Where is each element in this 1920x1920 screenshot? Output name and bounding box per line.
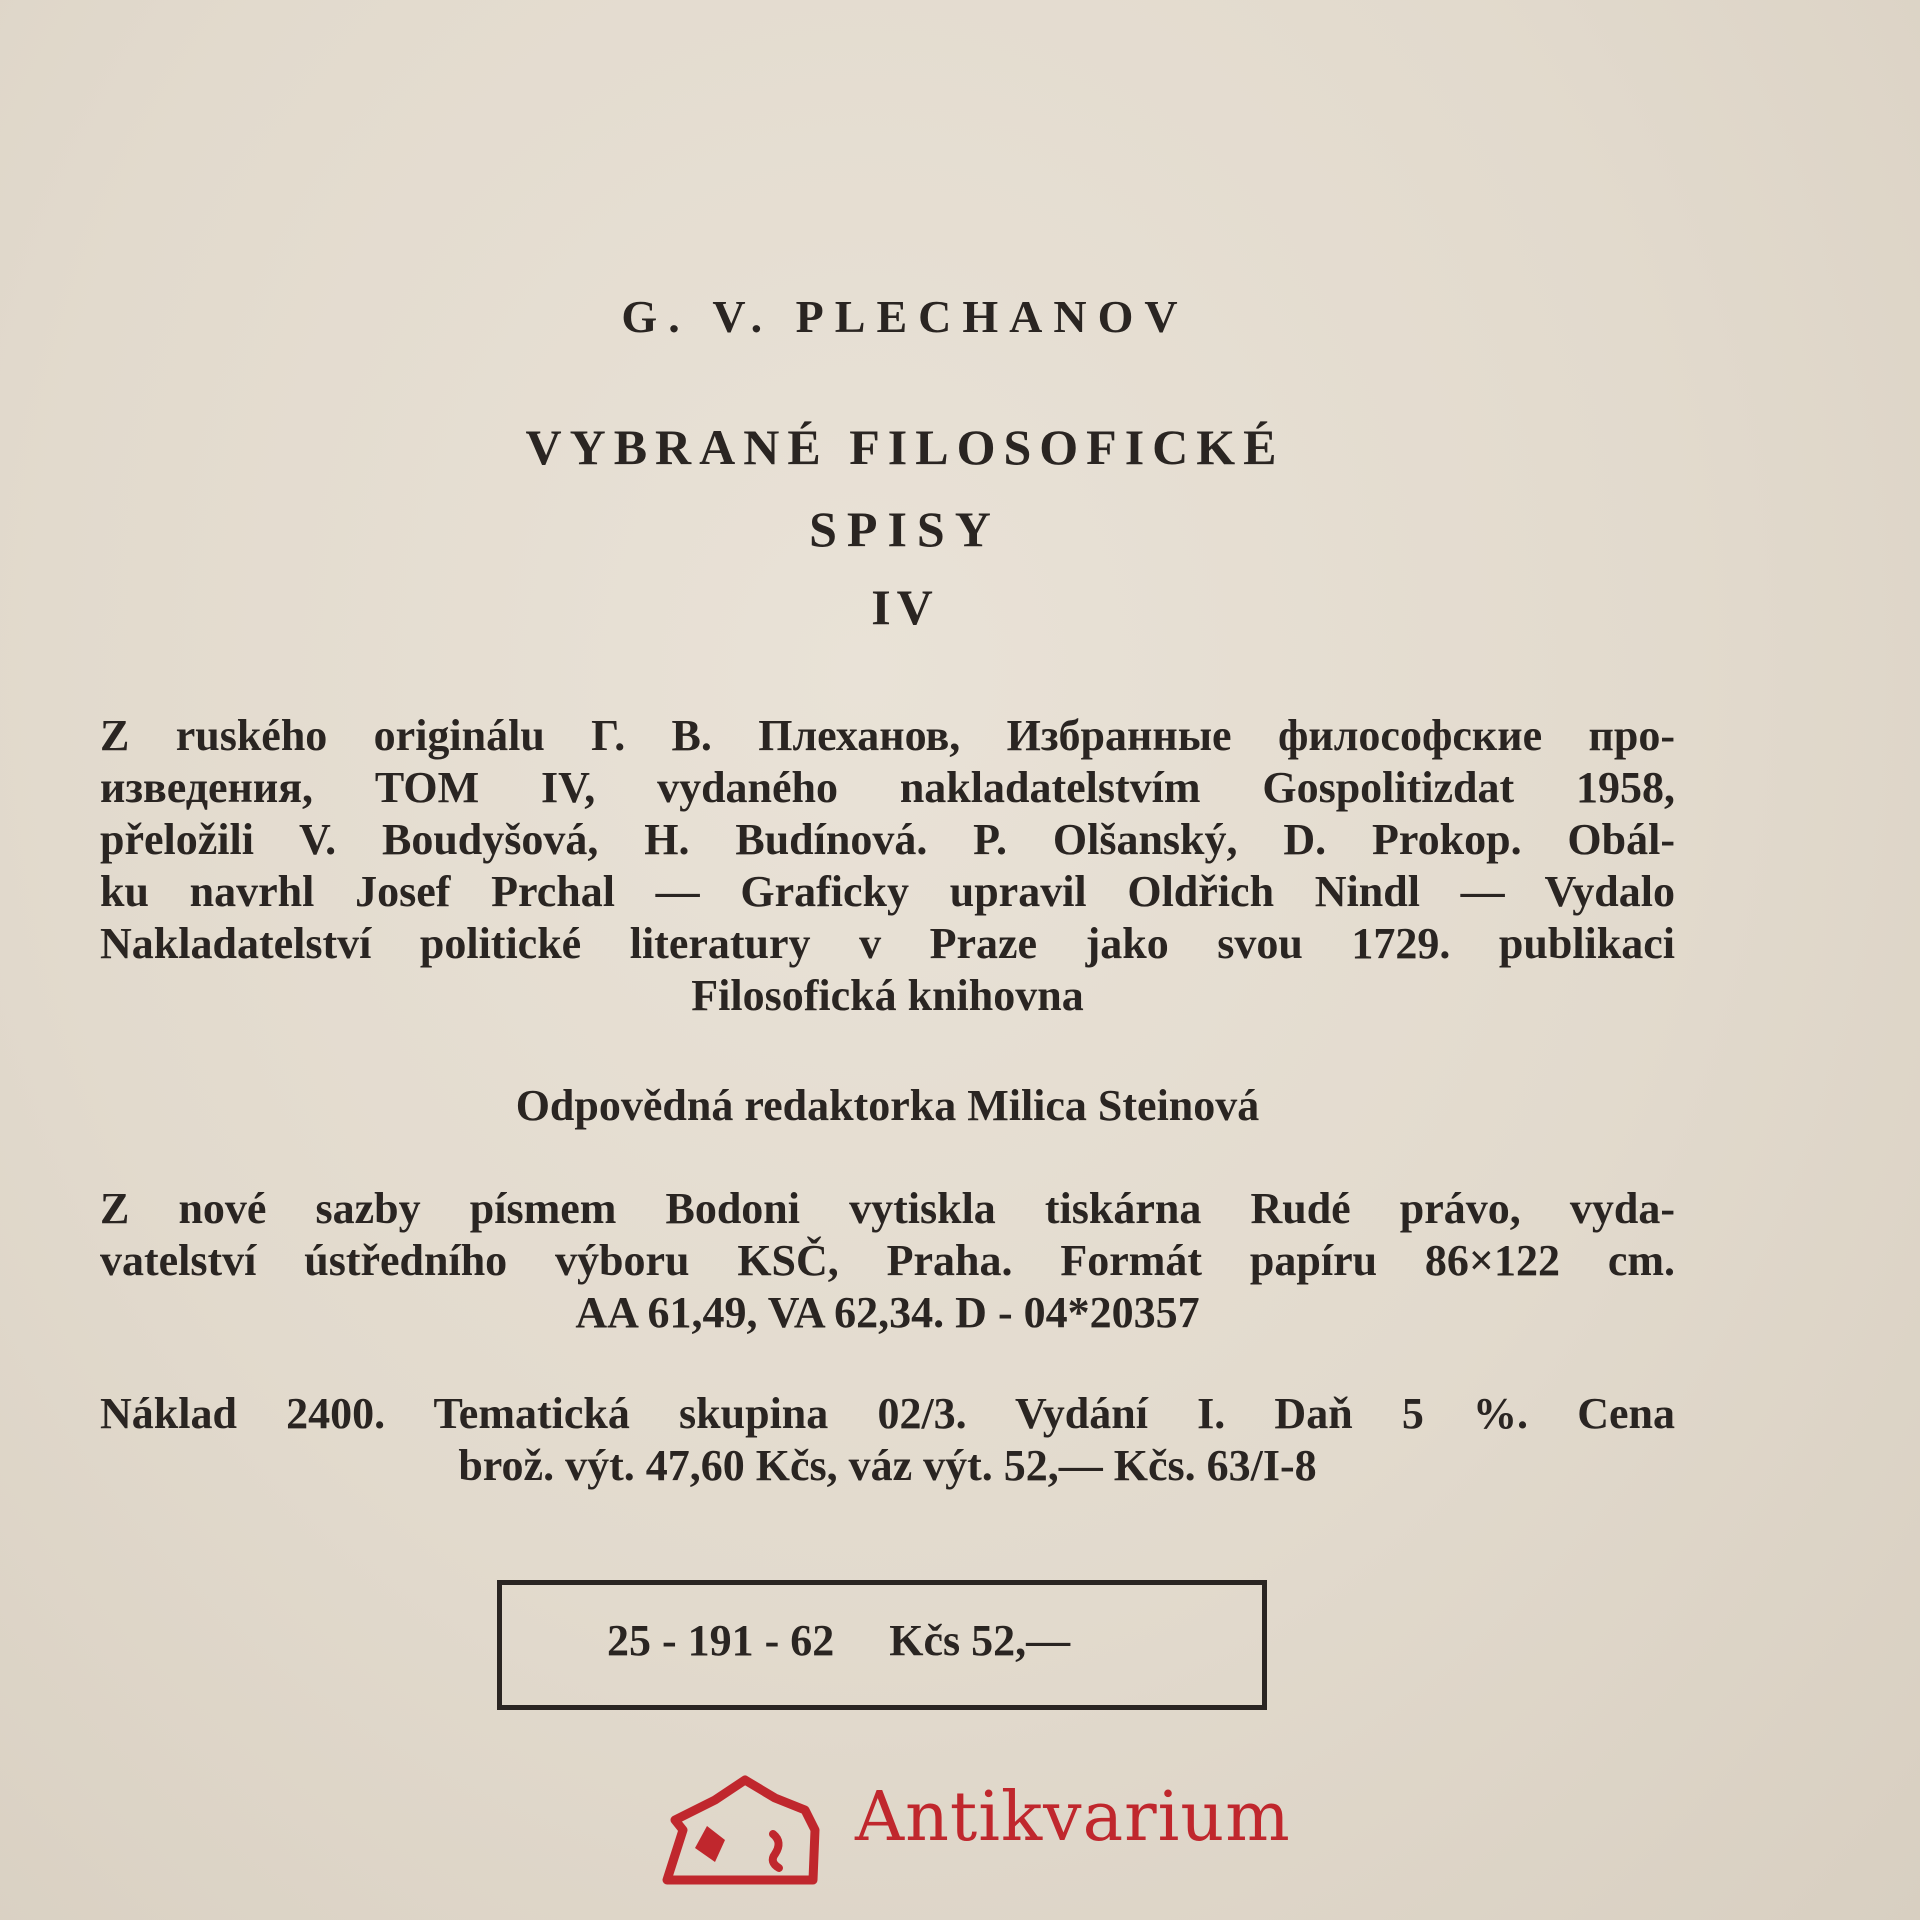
text-line: изведения, TOM IV, vydaného nakladatelstvím Gospolitizdat 1958, [100, 763, 1675, 812]
printing-paragraph [100, 1183, 1675, 1339]
volume-number: IV [871, 579, 939, 635]
edition-paragraph [100, 1388, 1675, 1492]
antikvarium-watermark [655, 1770, 1291, 1890]
price-text: 25 - 191 - 62 Kčs 52,— [607, 1616, 1071, 1665]
text-line: ku navrhl Josef Prchal — Graficky upravil Oldřich Nindl — Vydalo [100, 867, 1675, 916]
text-line: Z ruského originálu Г. В. Плеханов, Избранные философские про- [100, 711, 1675, 760]
watermark-text: Antikvarium [855, 1778, 1291, 1857]
book-title-line1: VYBRANÉ FILOSOFICKÉ [525, 419, 1285, 475]
text-line: brož. výt. 47,60 Kčs, váz výt. 52,— Kčs. 63/I-8 [458, 1441, 1317, 1490]
text-line: AA 61,49, VA 62,34. D - 04*20357 [575, 1288, 1200, 1337]
text-line: Nakladatelství politické literatury v Praze jako svou 1729. publikaci [100, 919, 1675, 968]
series-name: Filosofická knihovna [691, 971, 1084, 1020]
author-name: G. V. PLECHANOV [621, 291, 1189, 342]
text-line: vatelství ústředního výboru KSČ, Praha. Formát papíru 86×122 cm. [100, 1236, 1675, 1285]
text-line: Náklad 2400. Tematická skupina 02/3. Vydání I. Daň 5 %. Cena [100, 1389, 1675, 1438]
editor-line: Odpovědná redaktorka Milica Steinová [515, 1081, 1260, 1130]
translation-paragraph [100, 710, 1675, 1022]
book-title-line2: SPISY [809, 501, 1001, 557]
price-box [497, 1580, 1267, 1710]
editor-paragraph [100, 1080, 1675, 1132]
text-line: Z nové sazby písmem Bodoni vytiskla tiskárna Rudé právo, vyda- [100, 1184, 1675, 1233]
antikvarium-logo-icon [655, 1770, 845, 1890]
text-line: přeložili V. Boudyšová, H. Budínová. P. Olšanský, D. Prokop. Obál- [100, 815, 1675, 864]
